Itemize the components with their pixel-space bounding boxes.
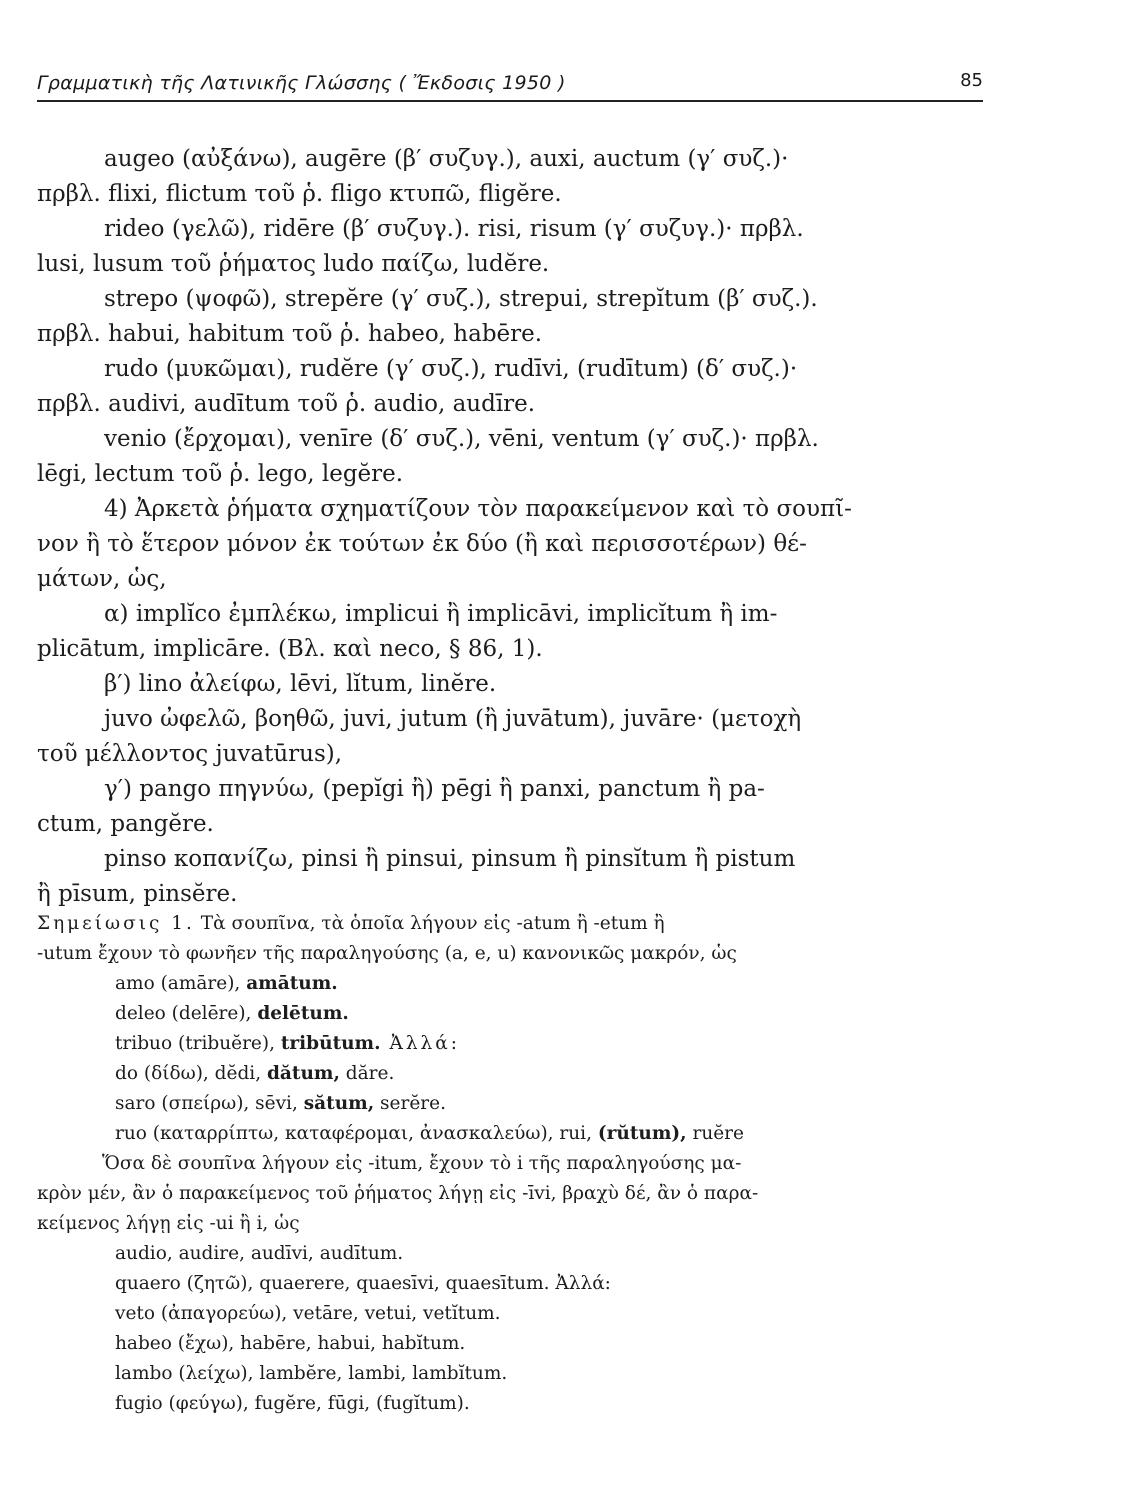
text-line: πρβλ. audivi, audītum τοῦ ῥ. audio, audīre. <box>37 391 536 417</box>
example-line: lambo (λείχω), lambĕre, lambi, lambĭtum. <box>115 1363 508 1384</box>
text-line: β′) lino ἀλείφω, lēvi, lĭtum, linĕre. <box>104 671 497 697</box>
text-line: πρβλ. habui, habitum τοῦ ῥ. habeo, habēre. <box>37 321 543 347</box>
example-text: Ἀλλά: <box>380 1033 460 1054</box>
note-line: Ὅσα δὲ σουπῖνα λήγουν εἰς -itum, ἔχουν τὸ i τῆς παραληγούσης μα- <box>102 1153 742 1174</box>
text-line: pinso κοπανίζω, pinsi ἢ pinsui, pinsum ἢ pinsĭtum ἢ pistum <box>104 846 796 872</box>
text-line: νον ἢ τὸ ἕτερον μόνον ἐκ τούτων ἐκ δύο (ἢ καὶ περισσοτέρων) θέ- <box>37 531 807 557</box>
text-line: πρβλ. flixi, flictum τοῦ ῥ. fligo κτυπῶ, fligĕre. <box>37 181 562 207</box>
example-bold: delētum. <box>257 1003 349 1024</box>
text-line: γ′) pango πηγνύω, (pepĭgi ἢ) pēgi ἢ panxi, panctum ἢ pa- <box>104 776 765 802</box>
example-line <box>115 1060 394 1088</box>
example-line: audio, audire, audīvi, audītum. <box>115 1243 404 1264</box>
example-line: quaero (ζητῶ), quaerere, quaesīvi, quaesītum. Ἀλλά: <box>115 1273 611 1294</box>
example-line: veto (ἀπαγορεύω), vetāre, vetui, vetĭtum. <box>115 1303 501 1324</box>
example-text: deleo (delēre), <box>115 1003 258 1024</box>
text-line: augeo (αὐξάνω), augēre (β′ συζυγ.), auxi, auctum (γ′ συζ.)· <box>104 146 789 172</box>
running-header <box>37 68 983 102</box>
example-line <box>115 1030 460 1058</box>
example-bold: amātum. <box>246 973 338 994</box>
example-bold: tribūtum. <box>280 1033 381 1054</box>
example-line <box>115 1120 744 1148</box>
example-text: saro (σπείρω), sēvi, <box>115 1093 304 1114</box>
text-line: lēgi, lectum τοῦ ῥ. lego, legĕre. <box>37 461 404 487</box>
note-line: κείμενος λήγῃ εἰς -ui ἢ i, ὡς <box>37 1213 300 1234</box>
example-line <box>115 1090 446 1118</box>
text-line: rudo (μυκῶμαι), rudĕre (γ′ συζ.), rudīvi, (rudītum) (δ′ συζ.)· <box>104 356 798 382</box>
example-text: tribuo (tribuĕre), <box>115 1033 281 1054</box>
text-line: lusi, lusum τοῦ ῥήματος ludo παίζω, ludĕre. <box>37 251 550 277</box>
text-line: 4) Ἀρκετὰ ῥήματα σχηματίζουν τὸν παρακείμενον καὶ τὸ σουπῖ- <box>104 496 852 522</box>
text-line: juvo ὠφελῶ, βοηθῶ, juvi, jutum (ἢ juvātum), juvāre· (μετοχὴ <box>104 706 802 732</box>
example-line: habeo (ἔχω), habēre, habui, habĭtum. <box>115 1333 466 1354</box>
example-text: ruo (καταρρίπτω, καταφέρομαι, ἀνασκαλεύω), rui, <box>115 1123 598 1144</box>
example-line: fugio (φεύγω), fugĕre, fūgi, (fugĭtum). <box>115 1393 470 1414</box>
text-line: strepo (ψοφῶ), strepĕre (γ′ συζ.), strepui, strepĭtum (β′ συζ.). <box>104 286 818 312</box>
note-heading: Σημείωσις 1. <box>37 913 195 934</box>
text-line: α) implĭco ἐμπλέκω, implicui ἢ implicāvi, implicĭtum ἢ im- <box>104 601 778 627</box>
example-bold: dătum, <box>266 1063 340 1084</box>
example-text: do (δίδω), dĕdi, <box>115 1063 267 1084</box>
text-line: rideo (γελῶ), ridēre (β′ συζυγ.). risi, risum (γ′ συζυγ.)· πρβλ. <box>104 216 804 242</box>
example-line <box>115 970 338 998</box>
note-line <box>37 910 665 938</box>
text-line: ἢ pīsum, pinsĕre. <box>37 881 238 907</box>
note-line: κρὸν μέν, ἂν ὁ παρακείμενος τοῦ ῥήματος λήγῃ εἰς -īvi, βραχὺ δέ, ἂν ὁ παρα- <box>37 1183 759 1204</box>
note-line: -utum ἔχουν τὸ φωνῆεν τῆς παραληγούσης (a, e, u) κανονικῶς μακρόν, ὡς <box>37 943 737 964</box>
example-text: serĕre. <box>374 1093 446 1114</box>
page-number: 85 <box>960 70 983 91</box>
text-line: plicātum, implicāre. (Βλ. καὶ neco, § 86, 1). <box>37 636 543 662</box>
example-bold: (rŭtum), <box>597 1123 687 1144</box>
text-line: μάτων, ὡς, <box>37 566 167 592</box>
example-line <box>115 1000 349 1028</box>
text-line: τοῦ μέλλοντος juvatūrus), <box>37 741 343 767</box>
note-text: Τὰ σουπῖνα, τὰ ὁποῖα λήγουν εἰς -atum ἢ -etum ἢ <box>194 913 665 934</box>
text-line: ctum, pangĕre. <box>37 811 214 837</box>
example-bold: sătum, <box>303 1093 375 1114</box>
example-text: ruĕre <box>686 1123 744 1144</box>
example-text: amo (amāre), <box>115 973 247 994</box>
running-title: Γραμματικὴ τῆς Λατινικῆς Γλώσσης ( Ἔκδοσις 1950 ) <box>37 72 566 94</box>
example-text: dăre. <box>339 1063 395 1084</box>
text-line: venio (ἔρχομαι), venīre (δ′ συζ.), vēni, ventum (γ′ συζ.)· πρβλ. <box>104 426 819 452</box>
